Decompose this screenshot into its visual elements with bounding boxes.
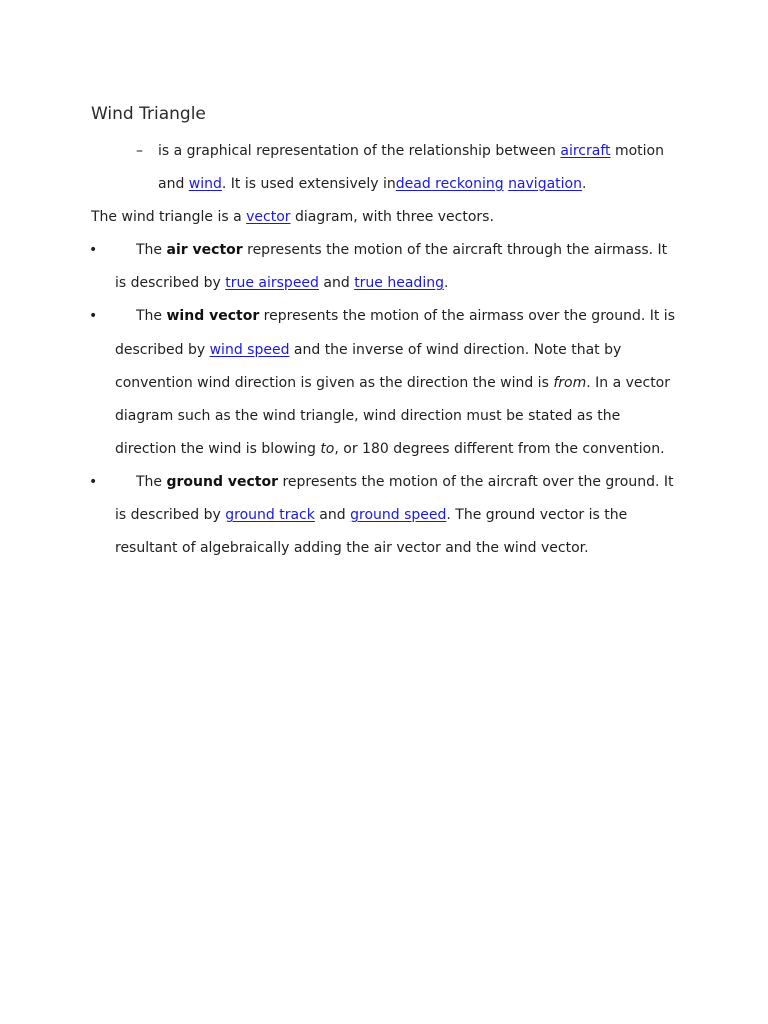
link-aircraft[interactable]: aircraft [560,143,611,159]
text: and [158,176,189,192]
wind-vector-line-4 [115,406,620,426]
text: resultant of algebraically adding the air vector and the wind vector. [115,540,589,556]
dash-marker: – [136,143,143,159]
bullet-wind-vector: • [89,308,98,324]
text: The [136,474,167,490]
text: The [136,242,167,258]
air-vector-line-2 [115,273,448,293]
ground-vector-line-1 [136,472,673,492]
link-true-airspeed[interactable]: true airspeed [225,275,319,291]
text: is described by [115,507,226,523]
link-ground-track[interactable]: ground track [225,507,315,523]
link-wind[interactable]: wind [188,176,222,192]
text: represents the motion of the aircraft through the airmass. It [242,242,668,258]
wind-vector-line-3 [115,373,670,393]
text: convention wind direction is given as the direction the wind is [115,375,554,391]
text: diagram such as the wind triangle, wind direction must be stated as the [115,408,621,424]
text: and [314,507,351,523]
ground-vector-line-2 [115,505,627,525]
wind-vector-line-1 [136,306,675,326]
text: . The ground vector is the [446,507,628,523]
text: motion [610,143,664,159]
text: . It is used extensively in [221,176,396,192]
emphasis-to: to [320,441,335,457]
link-true-heading[interactable]: true heading [354,275,444,291]
term-ground-vector: ground vector [166,474,279,490]
text: represents the motion of the aircraft over the ground. It [278,474,674,490]
link-navigation[interactable]: navigation [508,176,582,192]
text: is a graphical representation of the relationship between [158,143,561,159]
text: . [581,176,587,192]
text: . In a vector [586,375,671,391]
text: , or 180 degrees different from the convention. [334,441,665,457]
page-title: Wind Triangle [91,104,206,124]
definition-line-2 [158,174,586,194]
text: is described by [115,275,226,291]
text: and [318,275,355,291]
emphasis-from: from [553,375,587,391]
link-vector[interactable]: vector [246,209,291,225]
text: The wind triangle is a [91,209,247,225]
text: and the inverse of wind direction. Note that by [289,342,622,358]
air-vector-line-1 [136,240,667,260]
bullet-air-vector: • [89,242,98,258]
text: The [136,308,167,324]
link-wind-speed[interactable]: wind speed [209,342,290,358]
link-dead-reckoning[interactable]: dead reckoning [395,176,504,192]
text: . [443,275,449,291]
definition-line-1 [158,141,664,161]
text: direction the wind is blowing [115,441,321,457]
term-air-vector: air vector [166,242,243,258]
wind-vector-line-5 [115,439,665,459]
text: described by [115,342,210,358]
bullet-ground-vector: • [89,474,98,490]
link-ground-speed[interactable]: ground speed [350,507,447,523]
intro-line [91,207,494,227]
text: represents the motion of the airmass over the ground. It is [259,308,675,324]
wind-vector-line-2 [115,340,621,360]
text: diagram, with three vectors. [290,209,494,225]
ground-vector-line-3 [115,538,589,558]
term-wind-vector: wind vector [166,308,260,324]
